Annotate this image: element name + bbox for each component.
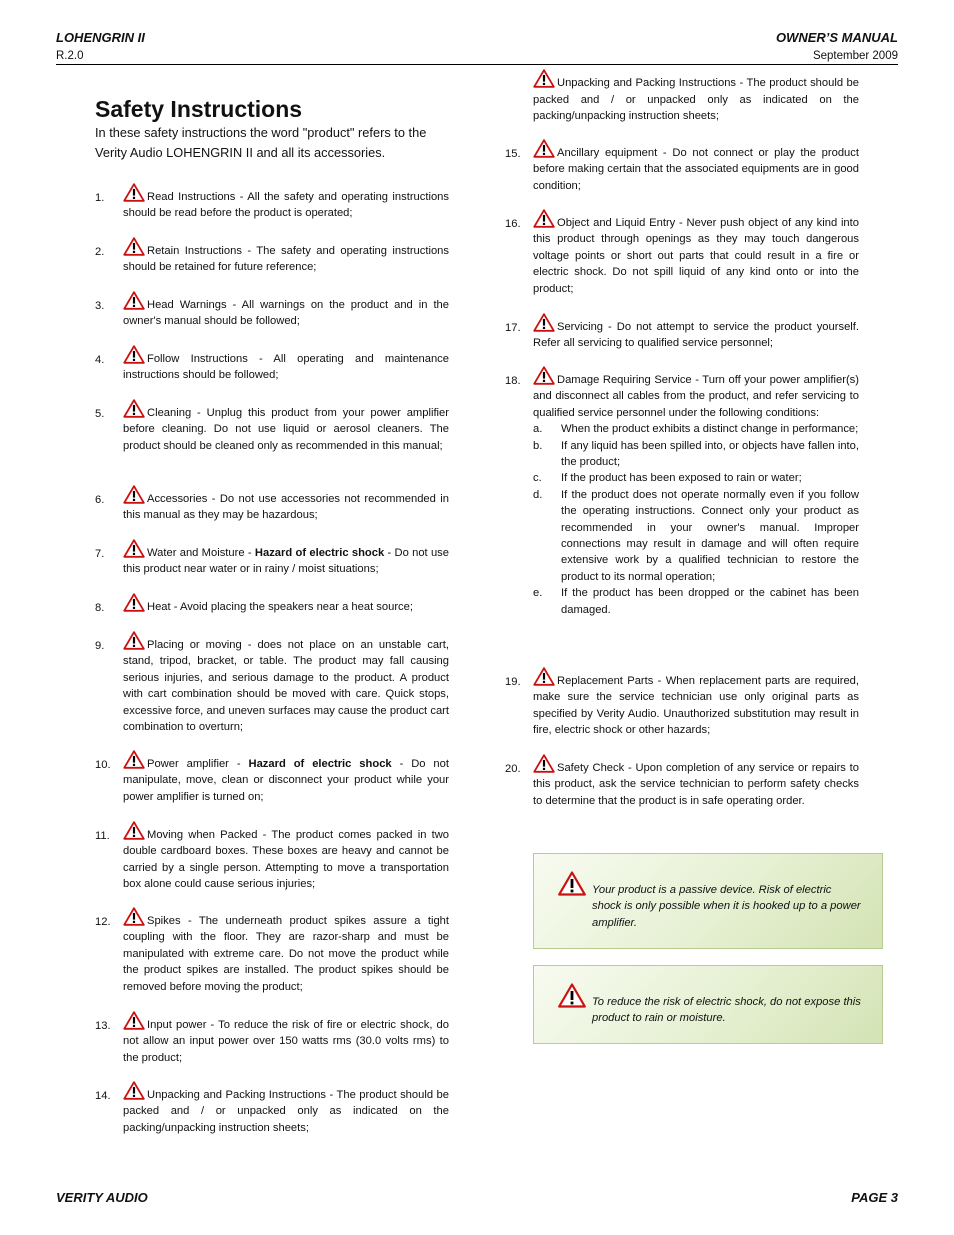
item-text: Head Warnings - All warnings on the product and in the owner's manual should be followed;: [123, 299, 449, 328]
item-number: 13.: [95, 1020, 111, 1032]
item-text-block: [123, 631, 449, 735]
item-text: Unpacking and Packing Instructions - The product should be packed and / or unpacked only as indicated on the packing/unpacking instruction sheets;: [533, 77, 859, 123]
item-text: Ancillary equipment - Do not connect or play the product before making certain that the associated equipments are in good condition;: [533, 147, 859, 192]
notice-text: To reduce the risk of electric shock, do not expose this product to rain or moisture.: [592, 996, 861, 1025]
notice-box-rain-moisture: [533, 965, 883, 1044]
warning-triangle-icon: [123, 1011, 145, 1030]
condition-subitem: [533, 585, 859, 618]
item-text: Object and Liquid Entry - Never push object of any kind into this product through openings as they may touch dangerous voltage points or short out parts that could result in a fire or electric shock. Do not spill liquid of any kind onto or into the product;: [533, 217, 859, 295]
item-text: Heat - Avoid placing the speakers near a heat source;: [147, 601, 413, 613]
item-text: Follow Instructions - All operating and maintenance instructions should be followed;: [123, 353, 449, 382]
item-text: Water and Moisture -: [147, 547, 255, 559]
item-text: Read Instructions - All the safety and operating instructions should be read before the product is operated;: [123, 191, 449, 220]
condition-subitem: [533, 487, 859, 585]
item-text-block: [123, 291, 449, 330]
item-text: Accessories - Do not use accessories not recommended in this manual as they may be hazardous;: [123, 493, 449, 522]
warning-triangle-icon: [123, 539, 145, 558]
item-number: 8.: [95, 602, 105, 614]
item-text-block: [123, 345, 449, 384]
hazard-emphasis: Hazard of electric shock: [254, 547, 385, 559]
item-number: 19.: [505, 676, 521, 688]
item-text: - Do not manipulate, move, clean or disconnect your product while your power amplifier is turned on;: [123, 758, 449, 803]
item-text-block: [123, 539, 449, 578]
condition-subitem: [533, 421, 859, 437]
warning-triangle-icon: [123, 183, 145, 202]
warning-triangle-icon: [533, 209, 555, 228]
item-text-block: [533, 139, 859, 194]
item-text: Retain Instructions - The safety and operating instructions should be retained for future reference;: [123, 245, 449, 274]
item-number: 16.: [505, 218, 521, 230]
notice-box-passive-device: [533, 853, 883, 949]
item-text: Input power - To reduce the risk of fire or electric shock, do not allow an input power over 150 watts rms (30.0 volts rms) to the product;: [123, 1019, 449, 1064]
item-text-block: [533, 366, 859, 618]
item-text: - Do not use this product near water or in rainy / moist situations;: [123, 547, 449, 576]
item-number: 12.: [95, 916, 111, 928]
subitem-text: If the product does not operate normally even if you follow the operating instructions. Connect only your product as recommended in your owner's manual. Improper connections may result in damage and will often require extensive work by a qualified technician to restore the product to its normal operation;: [561, 488, 859, 583]
warning-triangle-icon: [123, 593, 145, 612]
warning-triangle-icon: [123, 345, 145, 364]
subitem-label: b.: [533, 439, 543, 452]
item-text-block: [123, 1081, 449, 1134]
intro-paragraph: In these safety instructions the word "product" refers to the Verity Audio LOHENGRIN II and all its accessories.: [95, 125, 427, 160]
item-number: 4.: [95, 354, 105, 366]
warning-triangle-icon: [123, 237, 145, 256]
item-number: 10.: [95, 759, 111, 771]
subitem-label: d.: [533, 488, 543, 501]
item-text-block: [123, 907, 449, 995]
item-text-block: [123, 821, 449, 893]
item-number: 9.: [95, 640, 105, 652]
item-text-block: [123, 1011, 449, 1066]
warning-triangle-icon: [533, 667, 555, 686]
condition-subitem: [533, 470, 859, 486]
item-text: Cleaning - Unplug this product from your power amplifier before cleaning. Do not use liquid or aerosol cleaners. The product should be cleaned only as recommended in this manual;: [123, 407, 449, 452]
subitem-text: If the product has been dropped or the cabinet has been damaged.: [561, 587, 859, 616]
warning-triangle-icon: [533, 366, 555, 385]
item-text-block: [533, 667, 859, 739]
subitem-label: a.: [533, 423, 543, 436]
item-number: 6.: [95, 494, 105, 506]
warning-triangle-icon: [123, 399, 145, 418]
header-divider: [56, 64, 898, 65]
warning-triangle-icon: [533, 69, 555, 88]
item-text-block: [123, 485, 449, 524]
warning-triangle-icon: [123, 485, 145, 504]
warning-triangle-icon: [533, 754, 555, 773]
item-number: 3.: [95, 300, 105, 312]
item-number: 1.: [95, 192, 105, 204]
header-product-name: LOHENGRIN II: [56, 30, 145, 45]
item-text: Moving when Packed - The product comes packed in two double cardboard boxes. These boxes are heavy and cannot be carried by a single person. Attempting to move a transportation box alone could cause serious injuries;: [123, 829, 449, 891]
item-number: 17.: [505, 322, 521, 334]
item-number: 5.: [95, 408, 105, 420]
item-number: 20.: [505, 763, 521, 775]
header-date: September 2009: [812, 50, 898, 62]
condition-subitem: [533, 438, 859, 471]
item-number: 15.: [505, 148, 521, 160]
warning-triangle-icon: [123, 907, 145, 926]
item-text: Power amplifier -: [147, 758, 249, 770]
warning-triangle-icon: [558, 871, 586, 896]
notice-text: Your product is a passive device. Risk of electric shock is only possible when it is hooked up to a power amplifier.: [592, 884, 861, 929]
item-text-block: [123, 750, 449, 805]
item-number: 14.: [95, 1090, 111, 1102]
header-document-type: OWNER’S MANUAL: [775, 30, 898, 45]
item-text: Unpacking and Packing Instructions - The product should be packed and / or unpacked only as indicated on the packing/unpacking instruction sheets;: [123, 1089, 449, 1134]
subitem-text: If any liquid has been spilled into, or objects have fallen into, the product;: [561, 439, 859, 469]
item-number: 2.: [95, 246, 105, 258]
warning-triangle-icon: [123, 821, 145, 840]
subitem-text: When the product exhibits a distinct change in performance;: [561, 423, 859, 436]
warning-triangle-icon: [123, 291, 145, 310]
item-text: Placing or moving - does not place on an unstable cart, stand, tripod, bracket, or table. The product may fall causing serious injuries, and serious damage to the product. A product with cart combination should be moved with care. Quick stops, excessive force, and uneven surfaces may cause the product cart combination to overturn;: [123, 639, 449, 734]
subitem-label: c.: [533, 472, 542, 485]
subitem-text: If the product has been exposed to rain or water;: [561, 472, 802, 485]
page-title: Safety Instructions: [95, 96, 303, 122]
item-text-block: [123, 399, 449, 454]
warning-triangle-icon: [123, 750, 145, 769]
warning-triangle-icon: [123, 1081, 145, 1100]
warning-triangle-icon: [558, 983, 586, 1008]
item-text: Safety Check - Upon completion of any service or repairs to this product, ask the service technician to perform safety checks to determine that the product is in safe operating order.: [533, 762, 859, 807]
warning-triangle-icon: [533, 313, 555, 332]
item-text: Damage Requiring Service - Turn off your power amplifier(s) and disconnect all cables from the product, and refer servicing to qualified service personnel under the following conditions:: [533, 374, 859, 419]
item-text-block: [533, 754, 859, 809]
hazard-emphasis: Hazard of electric shock: [248, 758, 392, 770]
footer-page-number: PAGE 3: [851, 1190, 898, 1205]
item-text-block: [533, 209, 859, 297]
item-14-continuation: [533, 77, 859, 123]
header-revision: R.2.0: [56, 50, 84, 62]
item-text-block: [123, 593, 449, 615]
warning-triangle-icon: [123, 631, 145, 650]
item-number: 7.: [95, 548, 105, 560]
item-text: Servicing - Do not attempt to service the product yourself. Refer all servicing to qualified service personnel;: [533, 321, 859, 350]
item-text-block: [533, 313, 859, 352]
item-text-block: [123, 237, 449, 276]
item-number: 18.: [505, 375, 521, 387]
item-number: 11.: [95, 830, 110, 842]
footer-brand: VERITY AUDIO: [56, 1190, 148, 1205]
item-text: Replacement Parts - When replacement parts are required, make sure the service technician use only original parts as specified by Verity Audio. Unauthorized substitution may result in fire, electric shock or other hazards;: [533, 675, 859, 737]
item-text: Spikes - The underneath product spikes assure a tight coupling with the floor. They are razor-sharp and must be manipulated with extreme care. Do not move the product while the product spikes are installed. The product spikes should be removed before moving the product;: [123, 915, 449, 993]
item-text-block: [123, 183, 449, 222]
warning-triangle-icon: [533, 139, 555, 158]
subitem-label: e.: [533, 587, 543, 600]
